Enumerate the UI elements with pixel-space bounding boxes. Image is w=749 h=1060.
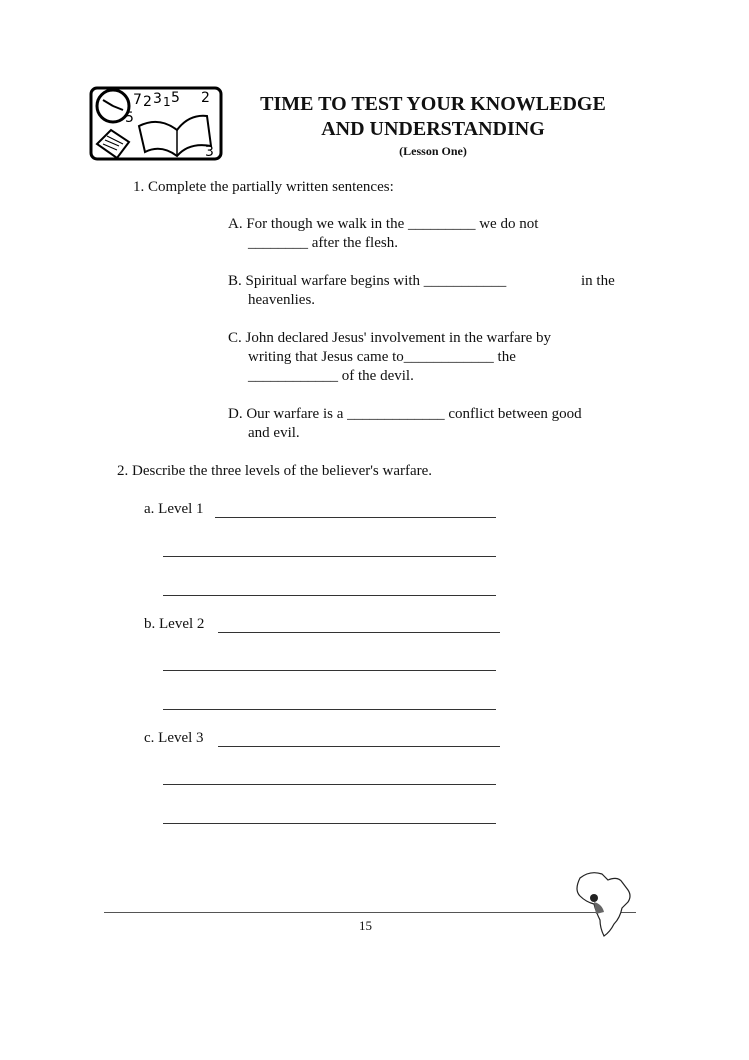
question-2-prompt: 2. Describe the three levels of the believer's warfare. — [117, 463, 433, 479]
footer-rule — [104, 912, 636, 913]
q1-item-c-line2: writing that Jesus came to____________ the — [248, 349, 516, 365]
svg-text:1: 1 — [163, 95, 171, 109]
level-3-answer-line — [163, 823, 496, 824]
q1-item-b-line1: B. Spiritual warfare begins with ___________ — [228, 273, 507, 289]
q1-item-c-line3: ____________ of the devil. — [248, 368, 414, 384]
svg-text:5: 5 — [171, 90, 180, 106]
level-1-answer-line — [163, 556, 496, 557]
q1-item-d-line1: D. Our warfare is a _____________ conflict between good — [228, 406, 582, 422]
level-2-answer-line — [163, 670, 496, 671]
level-2-label: b. Level 2 — [144, 616, 205, 632]
study-clipart-logo — [89, 86, 223, 161]
q1-item-d-line2: and evil. — [248, 425, 300, 441]
q1-item-c-line1: C. John declared Jesus' involvement in the warfare by — [228, 330, 552, 346]
africa-map-icon — [566, 868, 638, 940]
page-number: 15 — [359, 918, 372, 933]
svg-text:2: 2 — [201, 90, 210, 106]
q1-item-a-line1: A. For though we walk in the _________ we do not — [228, 216, 539, 232]
svg-text:3: 3 — [205, 144, 214, 160]
q1-item-b-line2: heavenlies. — [248, 292, 316, 308]
svg-text:7: 7 — [133, 92, 142, 108]
worksheet-title-line2: AND UNDERSTANDING — [321, 118, 545, 140]
svg-text:3: 3 — [153, 91, 162, 107]
level-3-answer-line — [163, 784, 496, 785]
level-2-answer-line — [218, 632, 500, 633]
q1-item-b-tail: in the — [581, 273, 615, 289]
level-3-label: c. Level 3 — [144, 730, 204, 746]
level-1-answer-line — [163, 595, 496, 596]
svg-text:2: 2 — [143, 94, 152, 110]
q1-item-a-line2: ________ after the flesh. — [248, 235, 398, 251]
level-3-answer-line — [218, 746, 500, 747]
level-2-answer-line — [163, 709, 496, 710]
question-1-prompt: 1. Complete the partially written sentences: — [133, 179, 394, 195]
lesson-subtitle: (Lesson One) — [399, 144, 467, 158]
level-1-answer-line — [215, 517, 496, 518]
level-1-label: a. Level 1 — [144, 501, 204, 517]
worksheet-title-line1: TIME TO TEST YOUR KNOWLEDGE — [260, 93, 606, 115]
svg-text:5: 5 — [125, 110, 134, 126]
